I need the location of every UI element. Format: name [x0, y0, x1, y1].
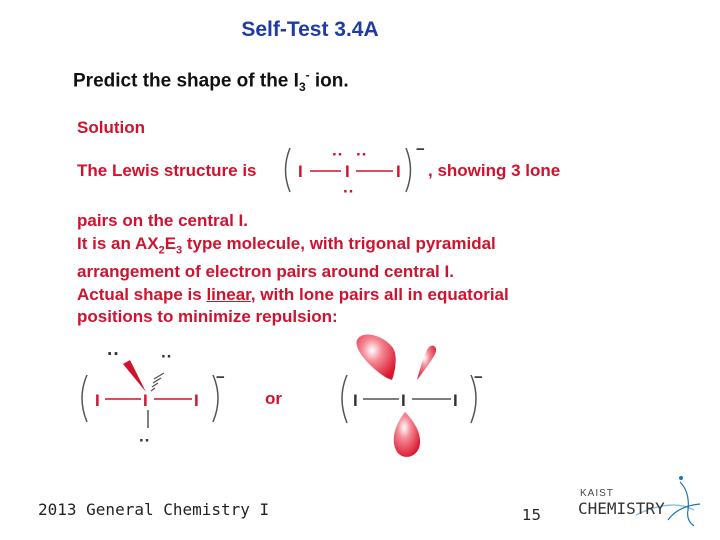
- atom-left: I: [95, 391, 100, 410]
- question-subscript: 3: [298, 80, 306, 95]
- left-bracket: [286, 148, 291, 192]
- left-bracket: [82, 375, 87, 422]
- lone-pair-bottom: ··: [343, 182, 355, 200]
- slide-title: Self-Test 3.4A: [241, 18, 379, 41]
- logo-main-text: CHEMISTRY: [578, 499, 665, 518]
- left-bracket: [342, 375, 347, 423]
- atom-left: I: [298, 162, 303, 181]
- right-bracket: [406, 148, 411, 192]
- solution-line-4: [77, 284, 637, 307]
- atom-right: I: [194, 391, 199, 410]
- charge-sign: −: [216, 369, 225, 386]
- wedge-structure-diagram: [75, 340, 240, 450]
- charge-sign: −: [474, 369, 483, 386]
- charge-sign: −: [416, 141, 425, 158]
- or-label: or: [265, 389, 282, 408]
- lewis-structure-inline: [278, 140, 428, 200]
- line4-prefix: Actual shape is: [77, 284, 207, 304]
- line4-underlined: linear: [206, 284, 251, 304]
- page-number: 15: [522, 506, 542, 524]
- lewis-suffix: , showing 3 lone: [428, 161, 561, 180]
- hashed-bond: [151, 373, 164, 391]
- atom-center: I: [401, 391, 406, 410]
- kaist-chemistry-logo: [576, 470, 706, 530]
- solution-heading: Solution: [77, 118, 145, 137]
- line2-sub2: 3: [176, 243, 183, 256]
- solution-line-1: pairs on the central I.: [77, 211, 248, 230]
- question-suffix: ion.: [309, 70, 349, 92]
- logo-small-text: KAIST: [580, 488, 614, 499]
- lone-pair-hashed: ··: [161, 347, 173, 366]
- wedge-bond: [123, 360, 146, 392]
- solution-line-2: [77, 233, 637, 262]
- lone-pair-top-right: ··: [356, 145, 368, 164]
- orbital-lobes-diagram: [335, 330, 495, 465]
- line2-suffix: type molecule, with trigonal pyramidal: [182, 233, 496, 253]
- question-prefix: Predict the shape of the I: [73, 70, 299, 92]
- atom-left: I: [353, 391, 358, 410]
- lobe-upper-left: [356, 334, 395, 380]
- atom-center: I: [345, 162, 350, 181]
- atom-center: I: [143, 391, 148, 410]
- solution-line-5: positions to minimize repulsion:: [77, 307, 338, 327]
- footer-course: 2013 General Chemistry I: [38, 500, 270, 519]
- lewis-intro: The Lewis structure is: [77, 161, 257, 180]
- line2-prefix: It is an AX: [77, 233, 159, 253]
- line4-suffix: , with lone pairs all in equatorial: [250, 284, 509, 304]
- lone-pair-wedge: ··: [107, 344, 120, 365]
- question-text: [73, 68, 349, 94]
- lone-pair-top-left: ··: [332, 145, 344, 164]
- line2-mid: E: [164, 233, 177, 253]
- question-superscript: -: [305, 68, 310, 82]
- line2-sub1: 2: [158, 243, 165, 256]
- atom-right: I: [396, 162, 401, 181]
- lobe-upper-right: [417, 346, 436, 380]
- solution-line-3: arrangement of electron pairs around central I.: [77, 262, 454, 282]
- lobe-lower: [394, 412, 420, 457]
- atom-right: I: [453, 391, 458, 410]
- solution-body: [77, 210, 637, 329]
- lone-pair-bottom: ··: [139, 431, 151, 450]
